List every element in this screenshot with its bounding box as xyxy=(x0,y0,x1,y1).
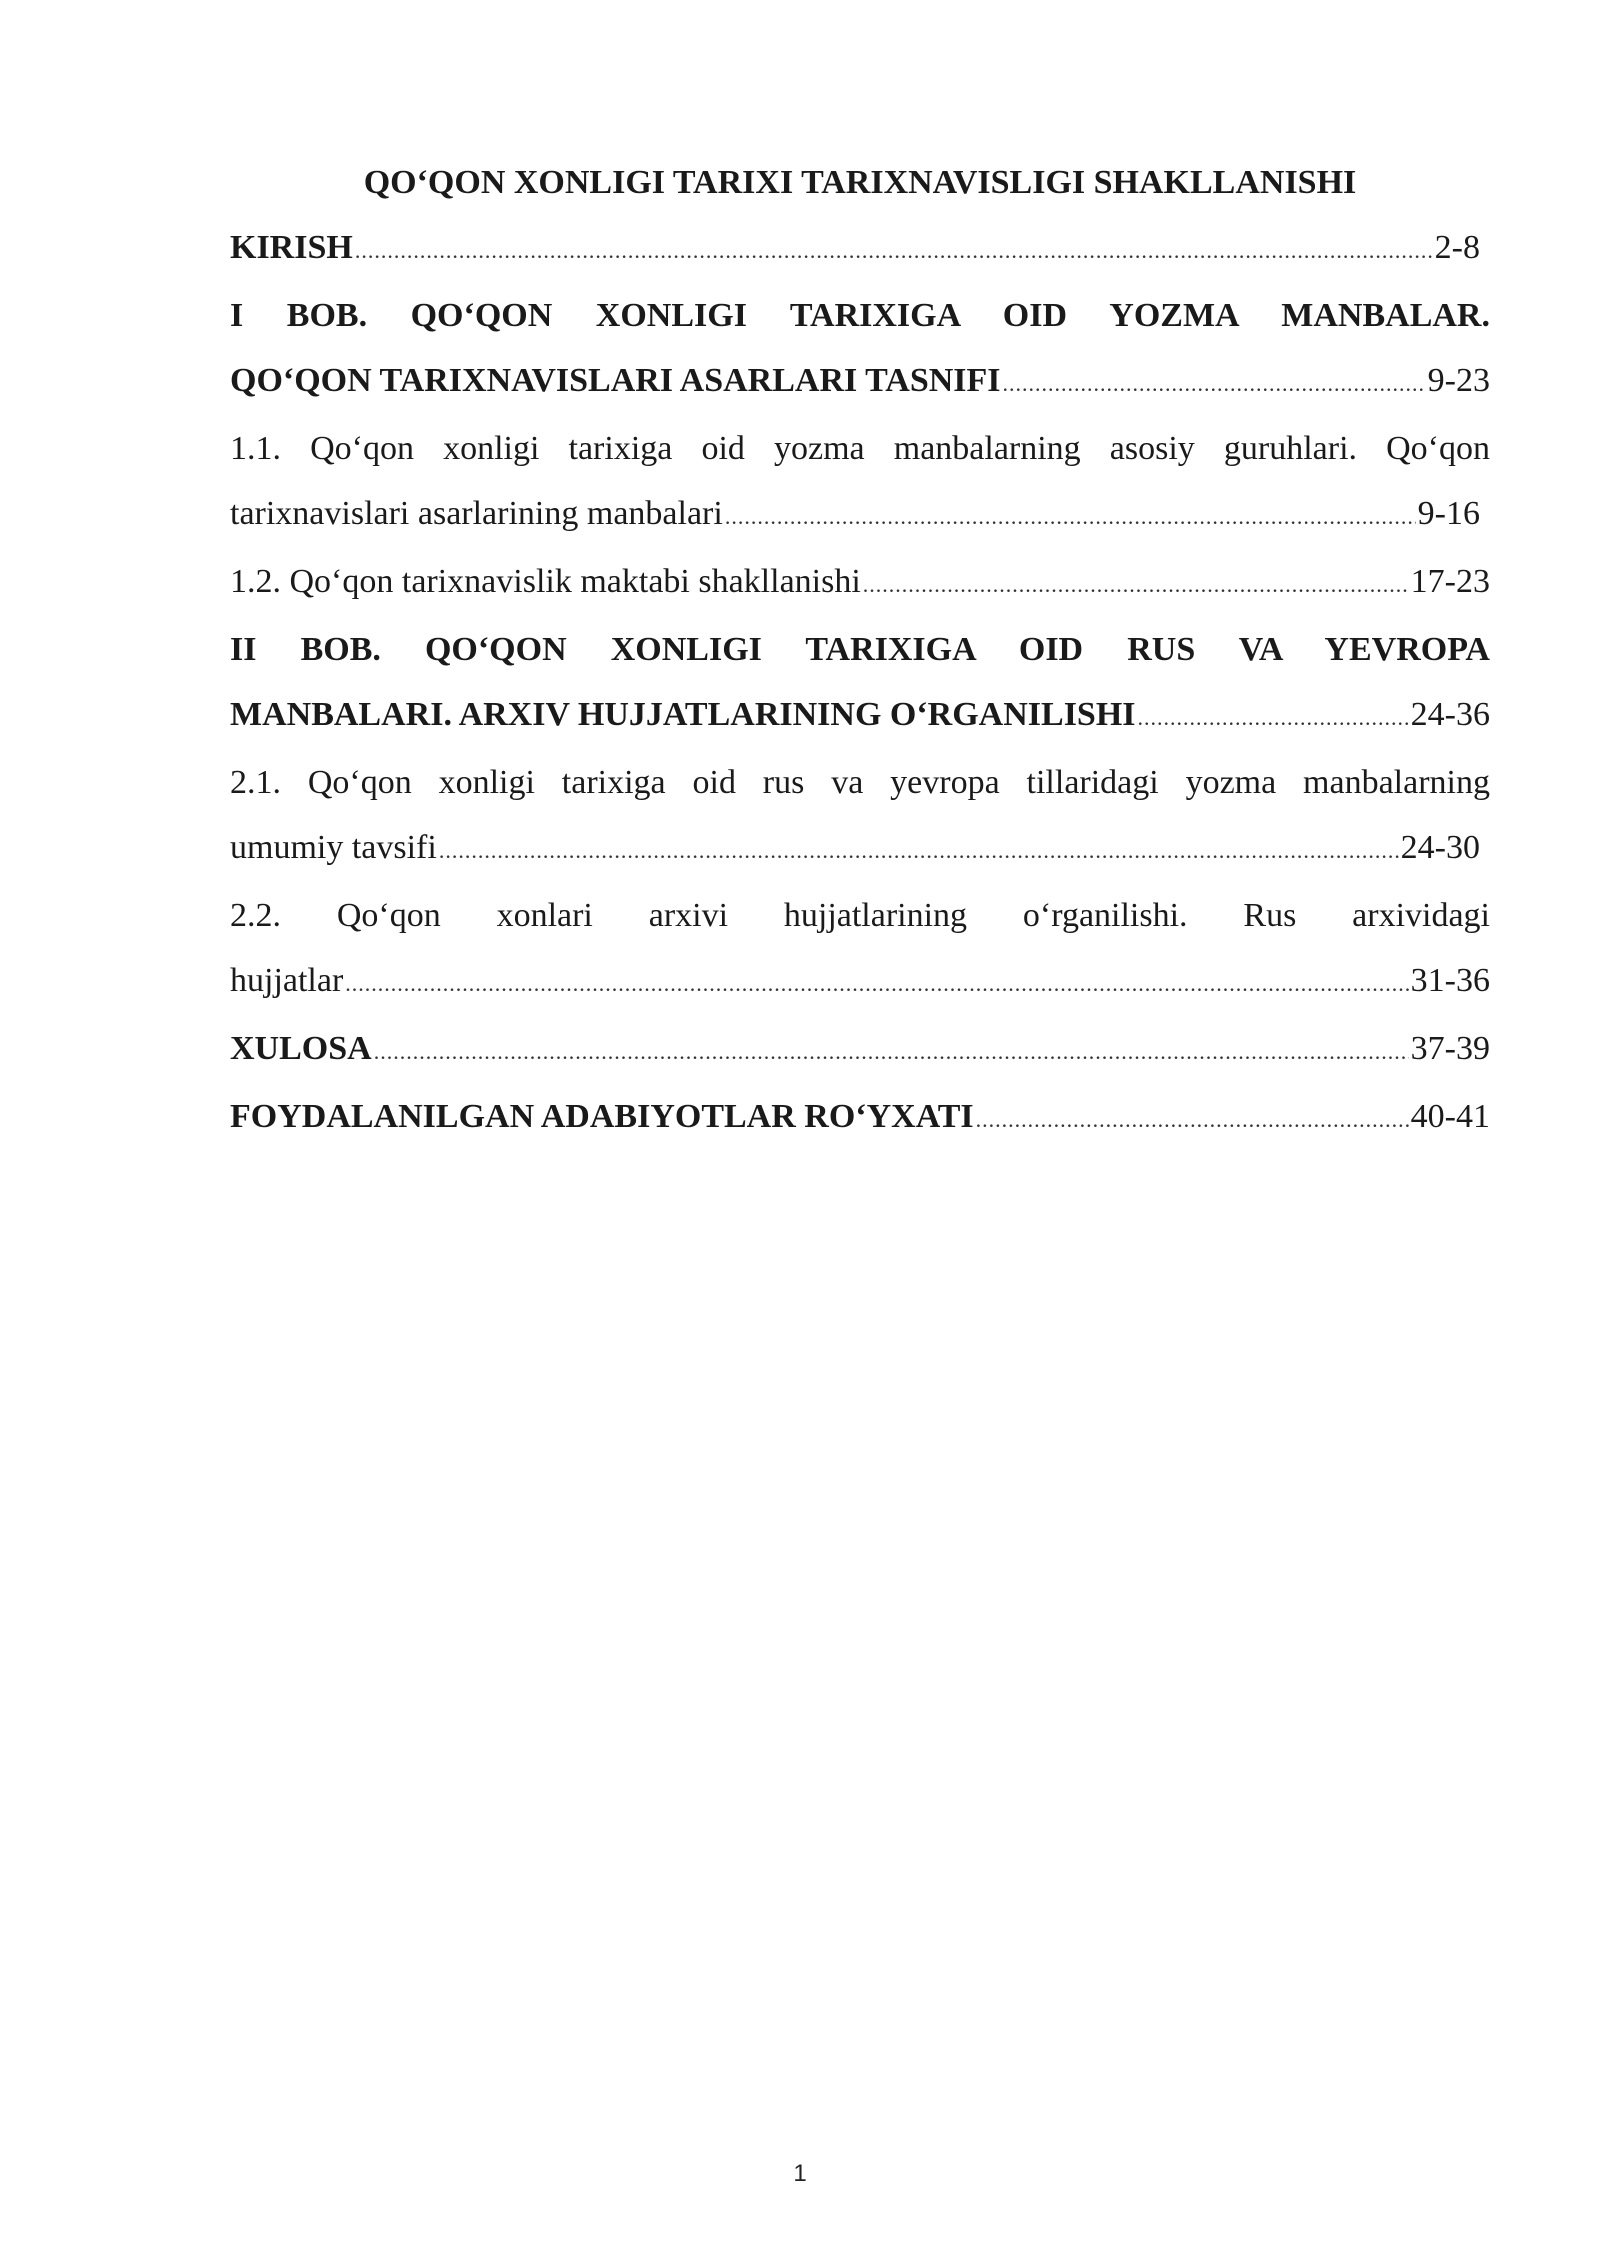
toc-entry-section21 xyxy=(230,815,1490,883)
toc-entry-label: 1.2. Qo‘qon tarixnavislik maktabi shakllanishi xyxy=(230,563,861,600)
toc-entry-section11 xyxy=(230,481,1490,549)
dot-leader xyxy=(374,1019,1409,1084)
toc-entry-references xyxy=(230,1084,1490,1152)
toc-entry-section12 xyxy=(230,549,1490,617)
page-number: 1 xyxy=(793,2160,807,2187)
toc-entry-chapter1 xyxy=(230,348,1490,416)
toc-entry-pages: 40-41 xyxy=(1410,1098,1490,1135)
dot-leader xyxy=(355,218,1433,283)
toc-entry-label: hujjatlar xyxy=(230,962,344,999)
toc-entry-chapter1-line1: I BOB. QO‘QON XONLIGI TARIXIGA OID YOZMA MANBALAR. xyxy=(230,297,1490,334)
toc-entry-label: umumiy tavsifi xyxy=(230,829,437,866)
toc-entry-pages: 24-36 xyxy=(1410,696,1490,733)
toc-entry-pages: 24-30 xyxy=(1400,829,1480,866)
toc-entry-label: KIRISH xyxy=(230,229,353,266)
dot-leader xyxy=(1003,351,1426,416)
toc-entry-label: tarixnavislari asarlarining manbalari xyxy=(230,495,723,532)
toc-entry-conclusion xyxy=(230,1016,1490,1084)
dot-leader xyxy=(1138,685,1409,750)
document-title: QO‘QON XONLIGI TARIXI TARIXNAVISLIGI SHAKLLANISHI xyxy=(363,164,1357,201)
dot-leader xyxy=(345,951,1408,1016)
toc-entry-intro xyxy=(230,215,1490,283)
toc-entry-label: XULOSA xyxy=(230,1030,372,1067)
toc-entry-label: QO‘QON TARIXNAVISLARI ASARLARI TASNIFI xyxy=(230,362,1001,399)
toc-entry-pages: 37-39 xyxy=(1410,1030,1490,1067)
dot-leader xyxy=(725,484,1416,549)
dot-leader xyxy=(863,552,1409,617)
table-of-contents xyxy=(230,150,1490,1152)
toc-entry-section22-line1: 2.2. Qo‘qon xonlari arxivi hujjatlarining o‘rganilishi. Rus arxividagi xyxy=(230,897,1490,934)
toc-entry-chapter2 xyxy=(230,682,1490,750)
toc-entry-pages: 31-36 xyxy=(1410,962,1490,999)
toc-entry-section22 xyxy=(230,948,1490,1016)
toc-entry-section21-line1: 2.1. Qo‘qon xonligi tarixiga oid rus va yevropa tillaridagi yozma manbalarning xyxy=(230,764,1490,801)
toc-entry-pages: 2-8 xyxy=(1434,229,1480,266)
dot-leader xyxy=(976,1087,1409,1152)
toc-entry-pages: 17-23 xyxy=(1410,563,1490,600)
toc-entry-label: MANBALARI. ARXIV HUJJATLARINING O‘RGANILISHI xyxy=(230,696,1136,733)
dot-leader xyxy=(439,818,1399,883)
toc-entry-label: FOYDALANILGAN ADABIYOTLAR RO‘YXATI xyxy=(230,1098,974,1135)
toc-entry-section11-line1: 1.1. Qo‘qon xonligi tarixiga oid yozma manbalarning asosiy guruhlari. Qo‘qon xyxy=(230,430,1490,467)
toc-entry-pages: 9-16 xyxy=(1417,495,1480,532)
toc-entry-chapter2-line1: II BOB. QO‘QON XONLIGI TARIXIGA OID RUS VA YEVROPA xyxy=(230,631,1490,668)
toc-entry-pages: 9-23 xyxy=(1427,362,1490,399)
